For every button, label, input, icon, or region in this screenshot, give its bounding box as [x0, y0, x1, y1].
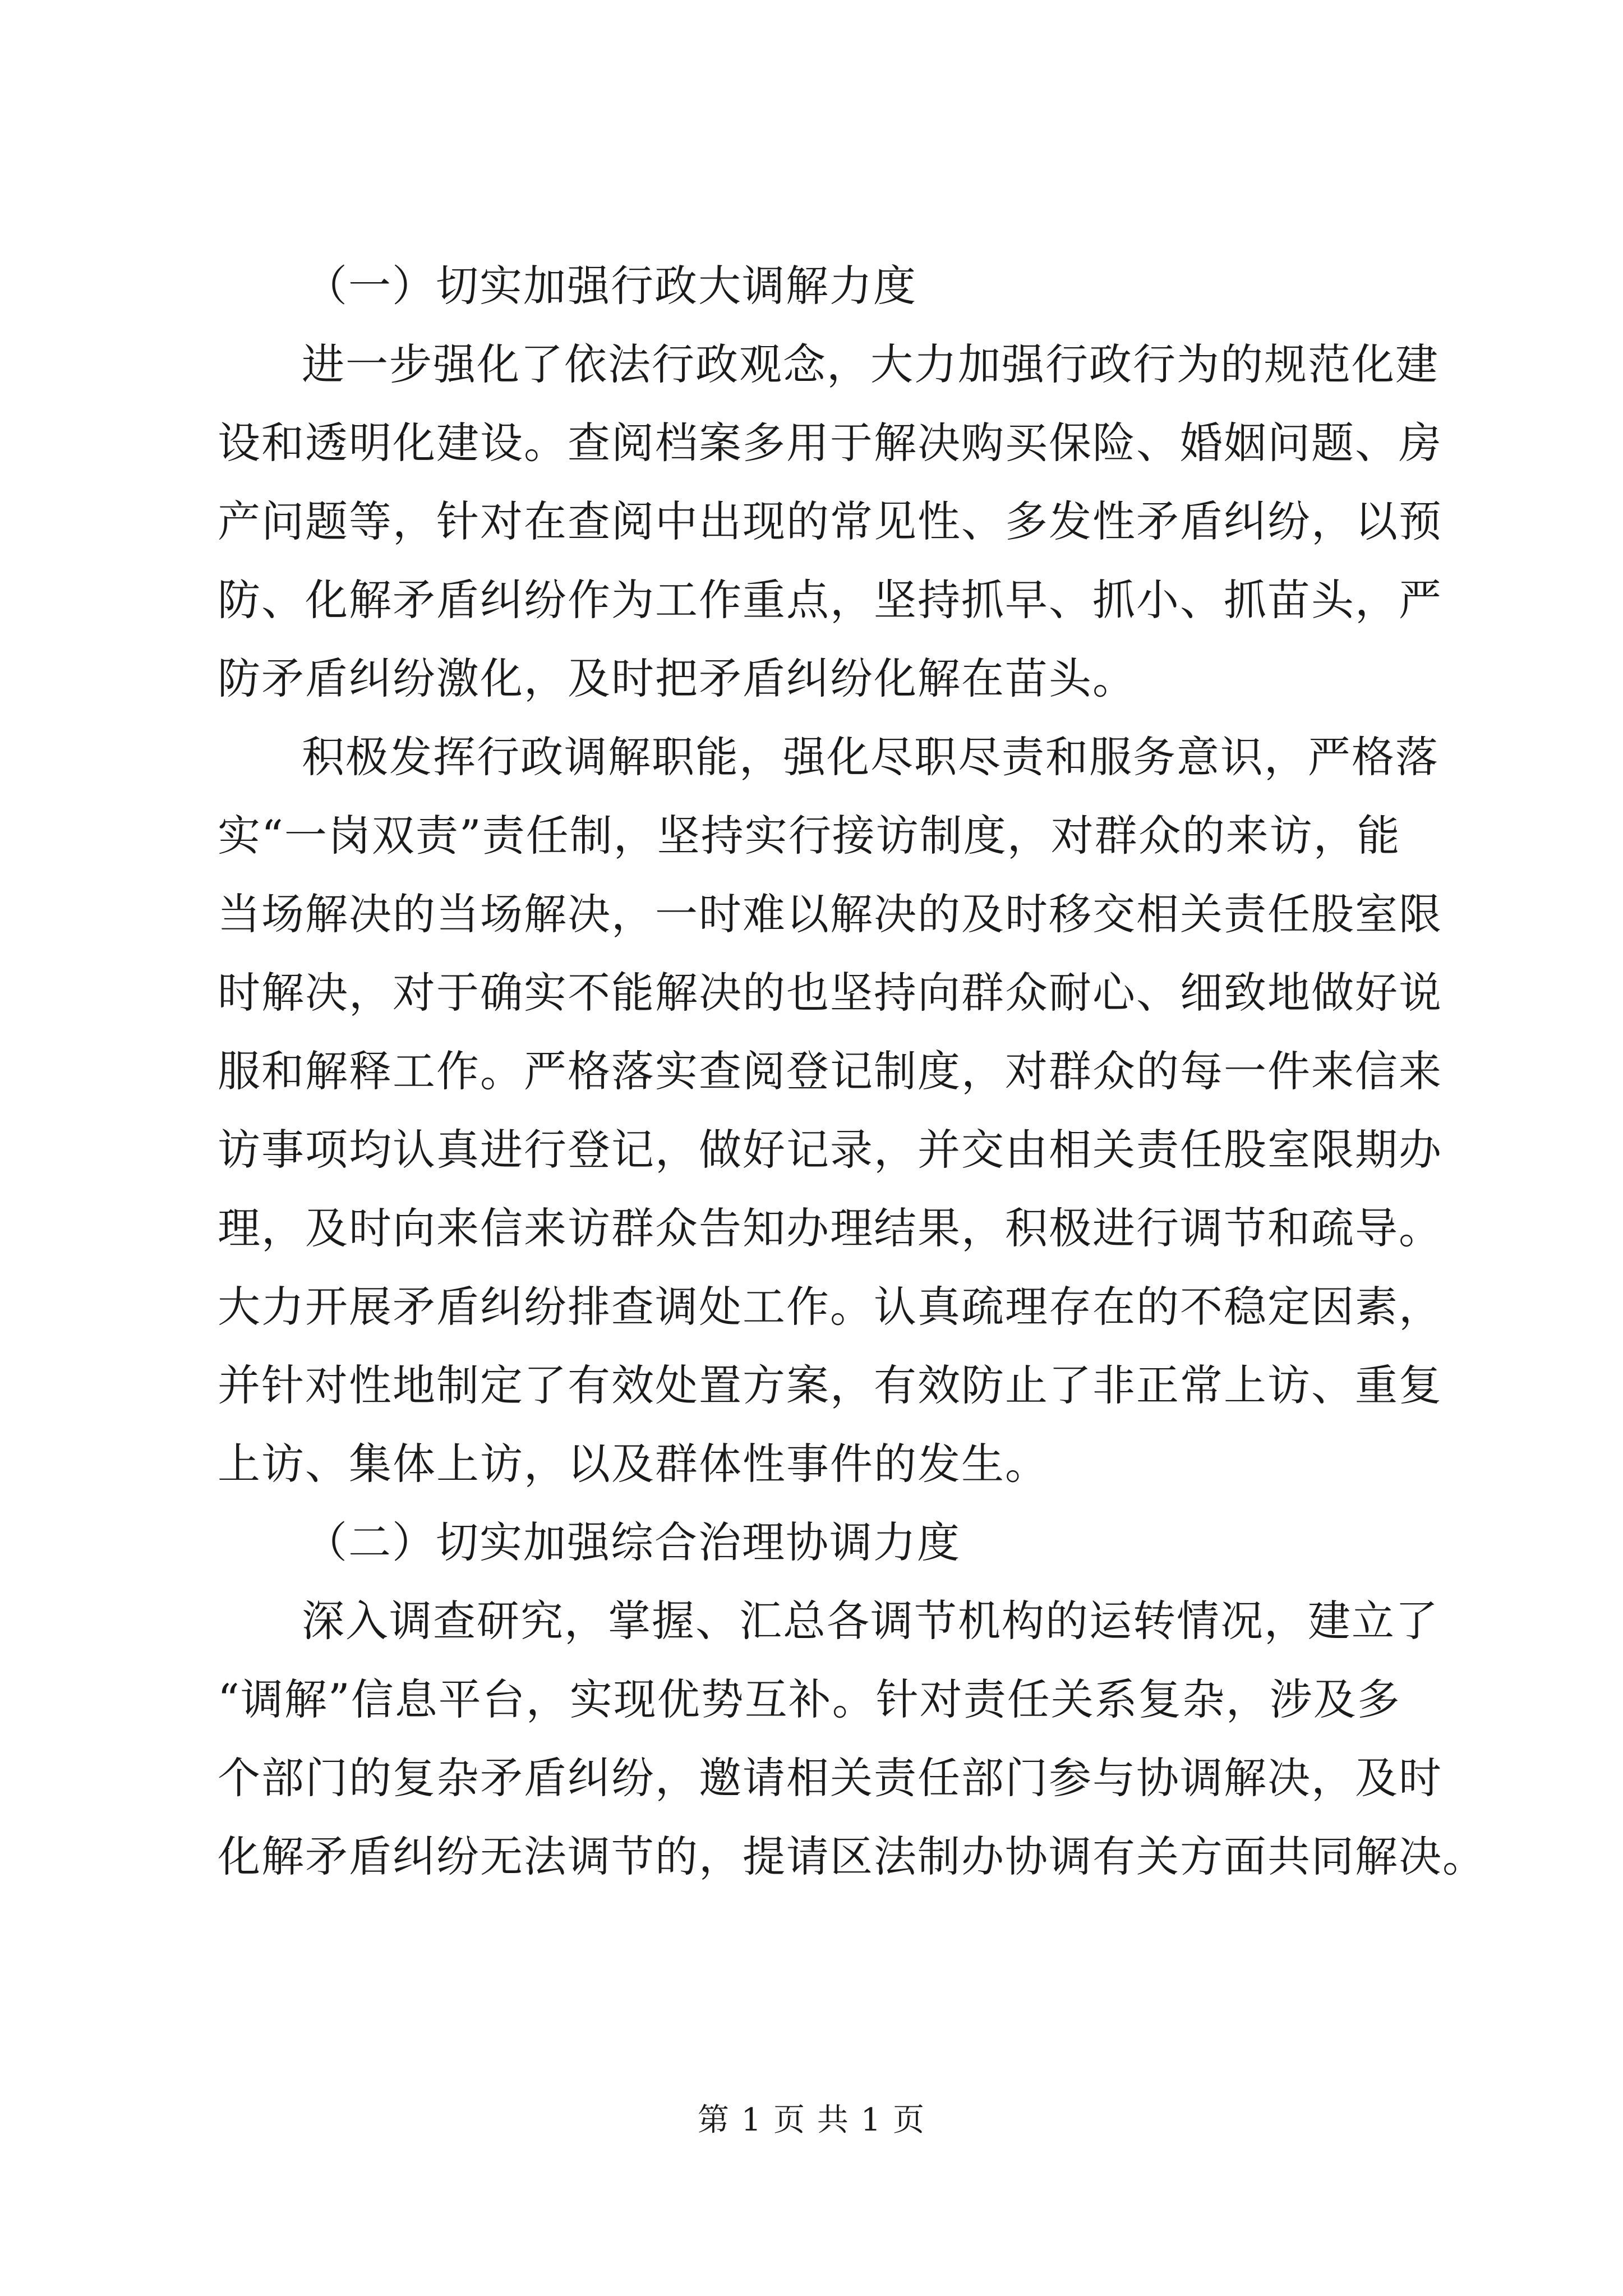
paragraph-line: 上访、集体上访，以及群体性事件的发生。	[218, 1439, 1049, 1489]
page-footer: 第 1 页 共 1 页	[697, 2102, 926, 2138]
paragraph-line: 访事项均认真进行登记，做好记录，并交由相关责任股室限期办	[218, 1125, 1442, 1175]
paragraph-line: 大力开展矛盾纠纷排查调处工作。认真疏理存在的不稳定因素，	[218, 1282, 1442, 1332]
paragraph-line: 服和解释工作。严格落实查阅登记制度，对群众的每一件来信来	[218, 1046, 1442, 1096]
document-body	[218, 247, 1486, 1896]
paragraph	[218, 718, 1442, 1503]
paragraph-line: 当场解决的当场解决，一时难以解决的及时移交相关责任股室限	[218, 889, 1442, 939]
paragraph-line: 理，及时向来信来访群众告知办理结果，积极进行调节和疏导。	[218, 1203, 1442, 1253]
section-heading: （二）切实加强综合治理协调力度	[305, 1517, 961, 1567]
paragraph-line: 积极发挥行政调解职能，强化尽职尽责和服务意识，严格落	[302, 732, 1439, 782]
paragraph-line: “调解”信息平台，实现优势互补。针对责任关系复杂，涉及多	[218, 1674, 1401, 1724]
paragraph-line: 实“一岗双责”责任制，坚持实行接访制度，对群众的来访，能	[218, 811, 1401, 861]
paragraph-line: 时解决，对于确实不能解决的也坚持向群众耐心、细致地做好说	[218, 968, 1442, 1018]
paragraph-line: 设和透明化建设。查阅档案多用于解决购买保险、婚姻问题、房	[218, 418, 1442, 468]
paragraph	[218, 325, 1442, 718]
section-heading: （一）切实加强行政大调解力度	[305, 261, 917, 311]
paragraph-line: 产问题等，针对在查阅中出现的常见性、多发性矛盾纠纷，以预	[218, 496, 1442, 546]
paragraph-line: 进一步强化了依法行政观念，大力加强行政行为的规范化建	[302, 339, 1439, 389]
paragraph	[218, 1582, 1486, 1896]
paragraph-line: 防、化解矛盾纠纷作为工作重点，坚持抓早、抓小、抓苗头，严	[218, 575, 1442, 625]
paragraph-line: 深入调查研究，掌握、汇总各调节机构的运转情况，建立了	[302, 1596, 1439, 1646]
paragraph-line: 防矛盾纠纷激化，及时把矛盾纠纷化解在苗头。	[218, 654, 1136, 703]
paragraph-line: 个部门的复杂矛盾纠纷，邀请相关责任部门参与协调解决，及时	[218, 1753, 1442, 1803]
paragraph-line: 并针对性地制定了有效处置方案，有效防止了非正常上访、重复	[218, 1360, 1442, 1410]
paragraph-line: 化解矛盾纠纷无法调节的，提请区法制办协调有关方面共同解决。	[218, 1832, 1486, 1881]
